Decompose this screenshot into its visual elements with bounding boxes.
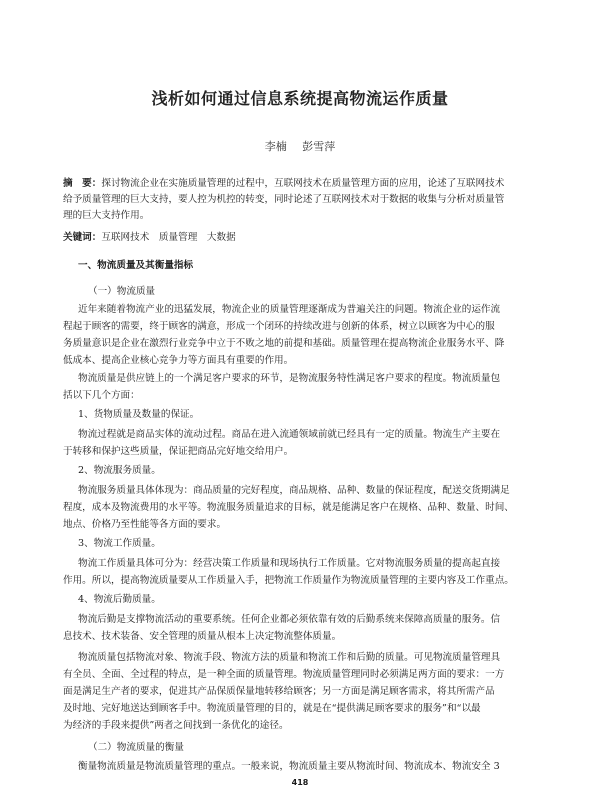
body-line: 息技术、技术装备、安全管理的质量从根本上决定物流整体质量。 bbox=[63, 631, 342, 642]
author-name: 彭雪萍 bbox=[302, 140, 336, 153]
keywords-text: 互联网技术 质量管理 大数据 bbox=[101, 232, 236, 243]
abstract-line: 摘 要：探讨物流企业在实施质量管理的过程中，互联网技术在质量管理方面的应用，论述了互联网技术 bbox=[63, 178, 505, 189]
keywords bbox=[63, 231, 541, 245]
body-line: 物流过程就是商品实体的流动过程。商品在进入流通领域前就已经具有一定的质量。物流生产主要在 bbox=[78, 429, 501, 440]
body-line: 地点、价格乃至性能等各方面的要求。 bbox=[63, 519, 227, 530]
body-line: 物流工作质量具体可分为：经营决策工作质量和现场执行工作质量。它对物流服务质量的提高起直接 bbox=[78, 558, 501, 569]
page-number: 418 bbox=[291, 778, 309, 787]
author-list bbox=[0, 138, 600, 154]
body-line: 程度，成本及物流费用的水平等。物流服务质量追求的目标，就是能满足客户在规格、品种、数量、时间、 bbox=[63, 502, 514, 513]
keywords-label: 关键词： bbox=[63, 232, 102, 243]
subsection-heading: （一）物流质量 bbox=[88, 286, 156, 297]
body-line: 3、物流工作质量。 bbox=[78, 538, 161, 549]
body-line: 2、物流服务质量。 bbox=[78, 465, 161, 476]
body-line: 物流质量是供应链上的一个满足客户要求的环节，是物流服务特性满足客户要求的程度。物流质量包 bbox=[78, 373, 501, 384]
body-line: 近年来随着物流产业的迅猛发展，物流企业的质量管理逐渐成为普遍关注的问题。物流企业的运作流 bbox=[78, 304, 501, 315]
subsection-heading: （二）物流质量的衡量 bbox=[88, 742, 184, 753]
abstract-line: 给予质量管理的巨大支持，要人控为机控的转变，同时论述了互联网技术对于数据的收集与分析对质量管 bbox=[63, 194, 505, 205]
body-line: 及时地、完好地送达到顾客手中。物流质量管理的目的，就是在“提供满足顾客要求的服务”和“以最 bbox=[63, 703, 481, 714]
body-line: 物流质量包括物流对象、物流手段、物流方法的质量和物流工作和后勤的质量。可见物流质量管理具 bbox=[78, 652, 501, 663]
body-line: 衡量物流质量是物流质量管理的重点。一般来说，物流质量主要从物流时间、物流成本、物流安全 3 bbox=[78, 761, 500, 772]
body-line: 务质量意识是企业在激烈行业竞争中立于不败之地的前提和基础。质量管理在提高物流企业服务水平、降 bbox=[63, 338, 505, 349]
body-line: 面是满足生产者的要求，促进其产品保质保量地转移给顾客；另一方面是满足顾客需求，将其所需产品 bbox=[63, 686, 495, 697]
body-line: 物流后勤是支撑物流活动的重要系统。任何企业都必须依靠有效的后勤系统来保障高质量的服务。信 bbox=[78, 614, 501, 625]
body-line: 为经济的手段来提供”两者之间找到一条优化的途径。 bbox=[63, 720, 289, 731]
body-line: 物流服务质量具体体现为：商品质量的完好程度，商品规格、品种、数量的保证程度，配送交货期满足 bbox=[78, 485, 510, 496]
body-line: 程起于顾客的需要，终于顾客的满意，形成一个闭环的持续改进与创新的体系，树立以顾客为中心的服 bbox=[63, 321, 495, 332]
author-name: 李楠 bbox=[264, 140, 287, 153]
body-line: 作用。所以，提高物流质量要从工作质量入手，把物流工作质量作为物流质量管理的主要内容及工作重点。 bbox=[63, 575, 514, 586]
abstract-line: 理的巨大支持作用。 bbox=[63, 210, 150, 221]
body-line: 于转移和保护这些质量，保证把商品完好地交给用户。 bbox=[63, 446, 294, 457]
section-heading: 一、物流质量及其衡量指标 bbox=[78, 260, 194, 271]
body-line: 有全员、全面、全过程的特点，是一种全面的质量管理。物流质量管理同时必须满足两方面的要求：一方 bbox=[63, 669, 505, 680]
body-line: 低成本、提高企业核心竞争力等方面具有重要的作用。 bbox=[63, 355, 294, 366]
body-line: 1、货物质量及数量的保证。 bbox=[78, 409, 200, 420]
paper-title: 浅析如何通过信息系统提高物流运作质量 bbox=[151, 89, 449, 108]
body-line: 括以下几个方面： bbox=[63, 390, 140, 401]
abstract-label: 摘 要： bbox=[63, 178, 102, 189]
body-line: 4、物流后勤质量。 bbox=[78, 594, 161, 605]
